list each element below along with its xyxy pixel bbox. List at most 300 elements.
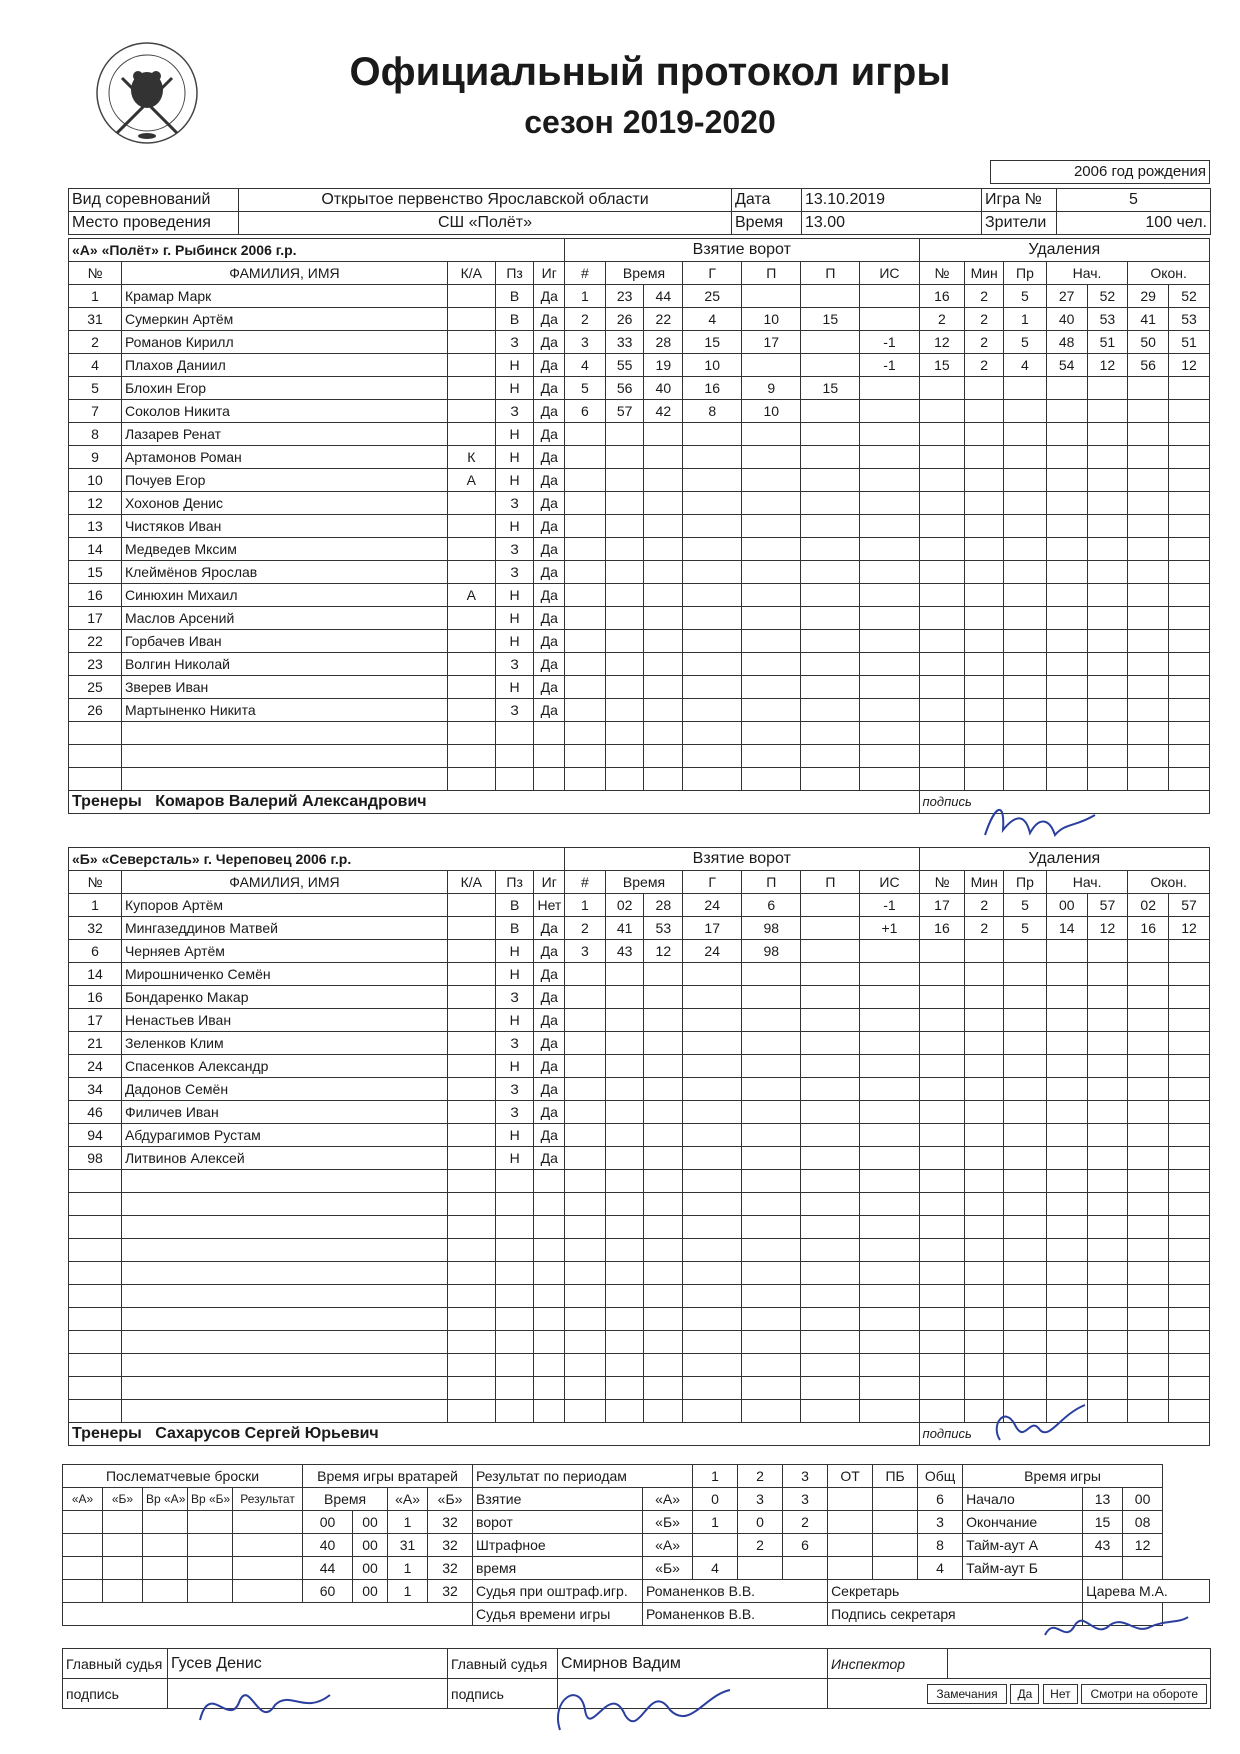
player-ka: [447, 745, 495, 768]
player-name: Сумеркин Артём: [121, 308, 447, 331]
penalty-reason: 5: [1004, 894, 1047, 917]
period-value: 3: [918, 1511, 963, 1534]
goal-assist-2: [801, 354, 860, 377]
game-time-label: Тайм-аут Б: [963, 1557, 1083, 1580]
goal-minute: [605, 1147, 644, 1170]
goal-minute: [605, 963, 644, 986]
period-row-team: «Б»: [643, 1557, 693, 1580]
player-pz: З: [495, 538, 534, 561]
goal-minute: [605, 492, 644, 515]
goal-assist-2: [801, 1239, 860, 1262]
game-no-label: Игра №: [982, 189, 1057, 212]
chief-referee-2-signature: [540, 1660, 740, 1745]
period-pb: ПБ: [873, 1465, 918, 1488]
penalty-start-min: [1046, 423, 1087, 446]
goal-assist-1: [742, 1400, 801, 1423]
player-ig: Да: [534, 1101, 565, 1124]
penalty-minutes: [965, 940, 1004, 963]
competition-value: Открытое первенство Ярославской области: [239, 189, 732, 212]
player-number: 6: [69, 940, 122, 963]
penalty-end-min: [1128, 1216, 1169, 1239]
goal-assist-2: [801, 1354, 860, 1377]
penalty-start-min: [1046, 607, 1087, 630]
goal-strength: [860, 308, 919, 331]
goal-scorer: [683, 538, 742, 561]
goal-assist-2: [801, 1400, 860, 1423]
goal-number: [565, 1124, 606, 1147]
goal-number: [565, 1216, 606, 1239]
penalty-minutes: [965, 1032, 1004, 1055]
table-row: [69, 1101, 1210, 1124]
col-pz: Пз: [495, 871, 534, 894]
period-value: 0: [693, 1488, 738, 1511]
goal-scorer: 25: [683, 285, 742, 308]
goal-scorer: 16: [683, 377, 742, 400]
ref-penalty-label: Судья при оштраф.игр.: [473, 1580, 643, 1603]
goalie-b: 32: [428, 1511, 473, 1534]
goal-assist-2: [801, 1262, 860, 1285]
player-name: Ненастьев Иван: [121, 1009, 447, 1032]
penalty-number: [919, 492, 965, 515]
goal-number: [565, 1147, 606, 1170]
penalty-number: [919, 584, 965, 607]
penalty-reason: [1004, 1147, 1047, 1170]
goal-number: [565, 1170, 606, 1193]
goal-minute: [605, 1400, 644, 1423]
player-ig: Да: [534, 630, 565, 653]
spectators-label: Зрители: [982, 212, 1057, 235]
period-value: [873, 1557, 918, 1580]
penalty-start-sec: [1087, 423, 1128, 446]
penalty-number: [919, 607, 965, 630]
penalty-reason: [1004, 1078, 1047, 1101]
goal-minute: [605, 1308, 644, 1331]
col-assist-1: П: [742, 262, 801, 285]
penalty-end-min: 56: [1128, 354, 1169, 377]
penalty-start-sec: 57: [1087, 894, 1128, 917]
penalty-start-min: 14: [1046, 917, 1087, 940]
penalty-reason: 5: [1004, 331, 1047, 354]
penalty-minutes: [965, 986, 1004, 1009]
penalty-minutes: [965, 377, 1004, 400]
goal-minute: 26: [605, 308, 644, 331]
penalty-end-min: 41: [1128, 308, 1169, 331]
penalty-start-min: [1046, 400, 1087, 423]
player-pz: Н: [495, 469, 534, 492]
goal-minute: [605, 469, 644, 492]
goal-assist-2: [801, 492, 860, 515]
penalty-number: [919, 768, 965, 791]
notes-no: Нет: [1043, 1684, 1077, 1704]
penalty-end-sec: [1169, 1239, 1210, 1262]
player-ig: Да: [534, 1147, 565, 1170]
penalty-start-min: [1046, 561, 1087, 584]
penalty-start-min: [1046, 1354, 1087, 1377]
secretary-signature: [1040, 1605, 1190, 1655]
goal-number: [565, 538, 606, 561]
player-pz: З: [495, 400, 534, 423]
goal-second: [644, 515, 683, 538]
player-number: 26: [69, 699, 122, 722]
player-number: [69, 1216, 122, 1239]
goal-number: [565, 1285, 606, 1308]
goal-scorer: [683, 1055, 742, 1078]
shootout-col-a: «А»: [63, 1488, 103, 1511]
coach-a-signature: [975, 795, 1105, 855]
penalty-end-sec: [1169, 561, 1210, 584]
table-row: [69, 469, 1210, 492]
player-ig: [534, 745, 565, 768]
goal-scorer: [683, 607, 742, 630]
shootout-col-b: «Б»: [103, 1488, 143, 1511]
penalty-start-min: [1046, 1216, 1087, 1239]
goal-assist-2: [801, 630, 860, 653]
penalty-start-min: [1046, 1101, 1087, 1124]
goal-second: [644, 469, 683, 492]
player-ka: [447, 1101, 495, 1124]
coach-name: Сахарусов Сергей Юрьевич: [155, 1425, 379, 1442]
penalty-start-min: [1046, 940, 1087, 963]
goal-assist-2: [801, 1009, 860, 1032]
player-ka: [447, 561, 495, 584]
penalty-end-sec: 57: [1169, 894, 1210, 917]
goal-assist-1: [742, 1147, 801, 1170]
goal-assist-1: [742, 1331, 801, 1354]
penalty-end-min: [1128, 423, 1169, 446]
player-number: [69, 1354, 122, 1377]
goal-number: [565, 699, 606, 722]
col-ka: К/А: [447, 262, 495, 285]
player-name: Купоров Артём: [121, 894, 447, 917]
penalty-end-min: [1128, 745, 1169, 768]
penalty-start-sec: [1087, 1216, 1128, 1239]
player-number: [69, 768, 122, 791]
table-row: [69, 515, 1210, 538]
spectators-value: 100 чел.: [1057, 212, 1211, 235]
player-ka: [447, 1400, 495, 1423]
penalty-end-min: [1128, 1009, 1169, 1032]
penalty-minutes: 2: [965, 331, 1004, 354]
period-value: 6: [783, 1534, 828, 1557]
player-pz: З: [495, 699, 534, 722]
goal-assist-1: [742, 1124, 801, 1147]
goal-strength: [860, 285, 919, 308]
player-number: [69, 1308, 122, 1331]
goal-scorer: [683, 446, 742, 469]
periods-title: Результат по периодам: [473, 1465, 693, 1488]
goal-assist-2: 15: [801, 377, 860, 400]
goal-minute: [605, 1055, 644, 1078]
player-number: 8: [69, 423, 122, 446]
goal-assist-1: 10: [742, 400, 801, 423]
goal-assist-2: [801, 745, 860, 768]
col-pen-end: Окон.: [1128, 262, 1210, 285]
goal-scorer: [683, 1193, 742, 1216]
chief-referee-1-name: Гусев Денис: [168, 1649, 448, 1679]
penalty-number: [919, 1147, 965, 1170]
goal-second: 22: [644, 308, 683, 331]
penalty-number: [919, 561, 965, 584]
goal-scorer: [683, 1032, 742, 1055]
player-name: Филичев Иван: [121, 1101, 447, 1124]
penalty-start-sec: [1087, 1032, 1128, 1055]
goal-minute: [605, 1377, 644, 1400]
goal-strength: +1: [860, 917, 919, 940]
penalty-reason: 1: [1004, 308, 1047, 331]
penalty-number: [919, 1239, 965, 1262]
player-number: 34: [69, 1078, 122, 1101]
goal-number: [565, 963, 606, 986]
penalty-end-sec: [1169, 607, 1210, 630]
penalty-start-sec: [1087, 1354, 1128, 1377]
goal-minute: [605, 607, 644, 630]
goal-scorer: [683, 492, 742, 515]
penalty-number: [919, 1377, 965, 1400]
penalty-end-min: [1128, 1101, 1169, 1124]
penalty-reason: [1004, 1239, 1047, 1262]
period-value: [693, 1534, 738, 1557]
penalty-start-sec: 12: [1087, 354, 1128, 377]
penalty-number: [919, 699, 965, 722]
table-row: [69, 1308, 1210, 1331]
goal-second: 28: [644, 331, 683, 354]
goal-scorer: [683, 1078, 742, 1101]
col-pen-number: №: [919, 262, 965, 285]
player-number: [69, 1239, 122, 1262]
player-name: Мирошниченко Семён: [121, 963, 447, 986]
penalty-number: [919, 1354, 965, 1377]
penalty-start-min: [1046, 1078, 1087, 1101]
player-name: Лазарев Ренат: [121, 423, 447, 446]
goal-assist-2: [801, 400, 860, 423]
goal-number: [565, 1331, 606, 1354]
penalty-reason: [1004, 745, 1047, 768]
penalty-number: [919, 1331, 965, 1354]
goal-second: [644, 963, 683, 986]
team-b-table: [68, 847, 1210, 1446]
penalty-start-sec: [1087, 584, 1128, 607]
goal-minute: [605, 699, 644, 722]
player-ka: [447, 423, 495, 446]
penalty-start-sec: 12: [1087, 917, 1128, 940]
player-ig: Да: [534, 469, 565, 492]
goal-assist-1: [742, 469, 801, 492]
penalty-reason: [1004, 1308, 1047, 1331]
penalty-end-min: [1128, 400, 1169, 423]
penalty-minutes: [965, 1055, 1004, 1078]
player-ka: [447, 940, 495, 963]
goal-strength: [860, 584, 919, 607]
goal-assist-2: [801, 1285, 860, 1308]
goal-assist-1: [742, 986, 801, 1009]
goalie-change-sec: 00: [353, 1580, 388, 1603]
col-pen-reason: Пр: [1004, 871, 1047, 894]
player-pz: [495, 1193, 534, 1216]
goal-minute: [605, 1239, 644, 1262]
goal-minute: [605, 1101, 644, 1124]
goal-strength: [860, 940, 919, 963]
goal-assist-2: [801, 1055, 860, 1078]
penalty-reason: 5: [1004, 285, 1047, 308]
player-number: 24: [69, 1055, 122, 1078]
period-row-label: Штрафное: [473, 1534, 643, 1557]
penalty-end-min: [1128, 768, 1169, 791]
penalty-start-sec: [1087, 607, 1128, 630]
goal-scorer: [683, 561, 742, 584]
player-number: 46: [69, 1101, 122, 1124]
goal-strength: -1: [860, 894, 919, 917]
goalie-col-time: Время: [303, 1488, 388, 1511]
penalty-reason: [1004, 986, 1047, 1009]
player-ig: [534, 1308, 565, 1331]
player-ka: [447, 699, 495, 722]
goal-number: [565, 768, 606, 791]
table-row: [69, 1285, 1210, 1308]
goal-assist-1: [742, 1354, 801, 1377]
goal-minute: [605, 1354, 644, 1377]
penalty-end-min: [1128, 653, 1169, 676]
player-ig: Да: [534, 377, 565, 400]
player-ka: [447, 354, 495, 377]
time-value: 13.00: [802, 212, 982, 235]
player-pz: З: [495, 1101, 534, 1124]
player-number: [69, 1170, 122, 1193]
goal-minute: [605, 423, 644, 446]
penalty-end-sec: [1169, 446, 1210, 469]
player-name: Мартыненко Никита: [121, 699, 447, 722]
player-ka: [447, 1285, 495, 1308]
table-row: [69, 377, 1210, 400]
penalty-number: [919, 722, 965, 745]
player-ig: Да: [534, 331, 565, 354]
game-time-label: Тайм-аут А: [963, 1534, 1083, 1557]
penalty-number: [919, 1216, 965, 1239]
coach-row: [69, 1423, 920, 1446]
goal-assist-1: [742, 492, 801, 515]
goal-assist-2: [801, 423, 860, 446]
player-ka: [447, 963, 495, 986]
goalie-change-sec: 00: [353, 1557, 388, 1580]
penalty-start-min: [1046, 676, 1087, 699]
goal-assist-1: [742, 561, 801, 584]
penalty-end-sec: [1169, 986, 1210, 1009]
period-value: 3: [783, 1488, 828, 1511]
player-ig: Да: [534, 561, 565, 584]
game-no-value: 5: [1057, 189, 1211, 212]
goal-assist-1: [742, 1055, 801, 1078]
penalties-section-title: Удаления: [919, 848, 1209, 871]
venue-value: СШ «Полёт»: [239, 212, 732, 235]
player-name: Синюхин Михаил: [121, 584, 447, 607]
penalty-start-min: [1046, 1124, 1087, 1147]
goal-number: 3: [565, 331, 606, 354]
penalty-number: 12: [919, 331, 965, 354]
goal-minute: [605, 1193, 644, 1216]
player-number: 1: [69, 894, 122, 917]
page-title: Официальный протокол игры: [349, 50, 951, 94]
penalty-start-min: 54: [1046, 354, 1087, 377]
goal-scorer: [683, 515, 742, 538]
player-ig: Да: [534, 917, 565, 940]
coach-signature-label: подпись: [919, 1423, 1209, 1446]
game-time-m: 00: [1123, 1488, 1163, 1511]
date-label: Дата: [732, 189, 802, 212]
goal-strength: [860, 1124, 919, 1147]
goal-second: [644, 745, 683, 768]
game-time-h: 15: [1083, 1511, 1123, 1534]
player-name: Бондаренко Макар: [121, 986, 447, 1009]
period-value: [828, 1488, 873, 1511]
player-pz: Н: [495, 377, 534, 400]
goal-assist-2: [801, 1377, 860, 1400]
goal-assist-2: [801, 917, 860, 940]
col-goal-scorer: Г: [683, 871, 742, 894]
goal-minute: [605, 768, 644, 791]
period-value: [873, 1534, 918, 1557]
penalty-reason: [1004, 400, 1047, 423]
player-name: Чистяков Иван: [121, 515, 447, 538]
player-name: Литвинов Алексей: [121, 1147, 447, 1170]
player-pz: [495, 745, 534, 768]
period-row-team: «А»: [643, 1488, 693, 1511]
goal-strength: [860, 1009, 919, 1032]
player-ig: [534, 1331, 565, 1354]
shootout-col-vrb: Вр «Б»: [188, 1488, 233, 1511]
game-time-h: 13: [1083, 1488, 1123, 1511]
penalty-start-sec: [1087, 446, 1128, 469]
goal-strength: [860, 492, 919, 515]
chief-referee-2-label: Главный судья: [448, 1649, 558, 1679]
goal-assist-2: [801, 1078, 860, 1101]
goal-assist-2: [801, 607, 860, 630]
goal-strength: [860, 1377, 919, 1400]
goal-assist-1: [742, 676, 801, 699]
player-ka: К: [447, 446, 495, 469]
goal-minute: [605, 676, 644, 699]
goal-second: [644, 1009, 683, 1032]
goal-strength: [860, 1101, 919, 1124]
player-name: Плахов Даниил: [121, 354, 447, 377]
player-number: [69, 745, 122, 768]
penalty-end-sec: [1169, 1193, 1210, 1216]
goal-scorer: 8: [683, 400, 742, 423]
goal-assist-1: [742, 1170, 801, 1193]
player-ka: [447, 515, 495, 538]
shootout-col-vra: Вр «А»: [143, 1488, 188, 1511]
player-ka: [447, 331, 495, 354]
penalty-minutes: 2: [965, 354, 1004, 377]
penalty-number: [919, 1308, 965, 1331]
goal-assist-2: [801, 584, 860, 607]
chief-referee-2-sign-label: подпись: [448, 1679, 558, 1709]
player-ig: [534, 1239, 565, 1262]
goal-second: [644, 768, 683, 791]
penalty-end-sec: [1169, 584, 1210, 607]
goal-number: [565, 1101, 606, 1124]
penalty-minutes: [965, 676, 1004, 699]
goal-second: 42: [644, 400, 683, 423]
goal-scorer: [683, 1308, 742, 1331]
col-goal-time: Время: [605, 871, 682, 894]
player-ig: [534, 1262, 565, 1285]
table-row: [69, 1078, 1210, 1101]
penalty-end-sec: [1169, 1262, 1210, 1285]
penalty-start-min: [1046, 446, 1087, 469]
penalty-number: 17: [919, 894, 965, 917]
penalty-number: [919, 423, 965, 446]
penalty-start-min: [1046, 1147, 1087, 1170]
penalty-end-sec: [1169, 400, 1210, 423]
